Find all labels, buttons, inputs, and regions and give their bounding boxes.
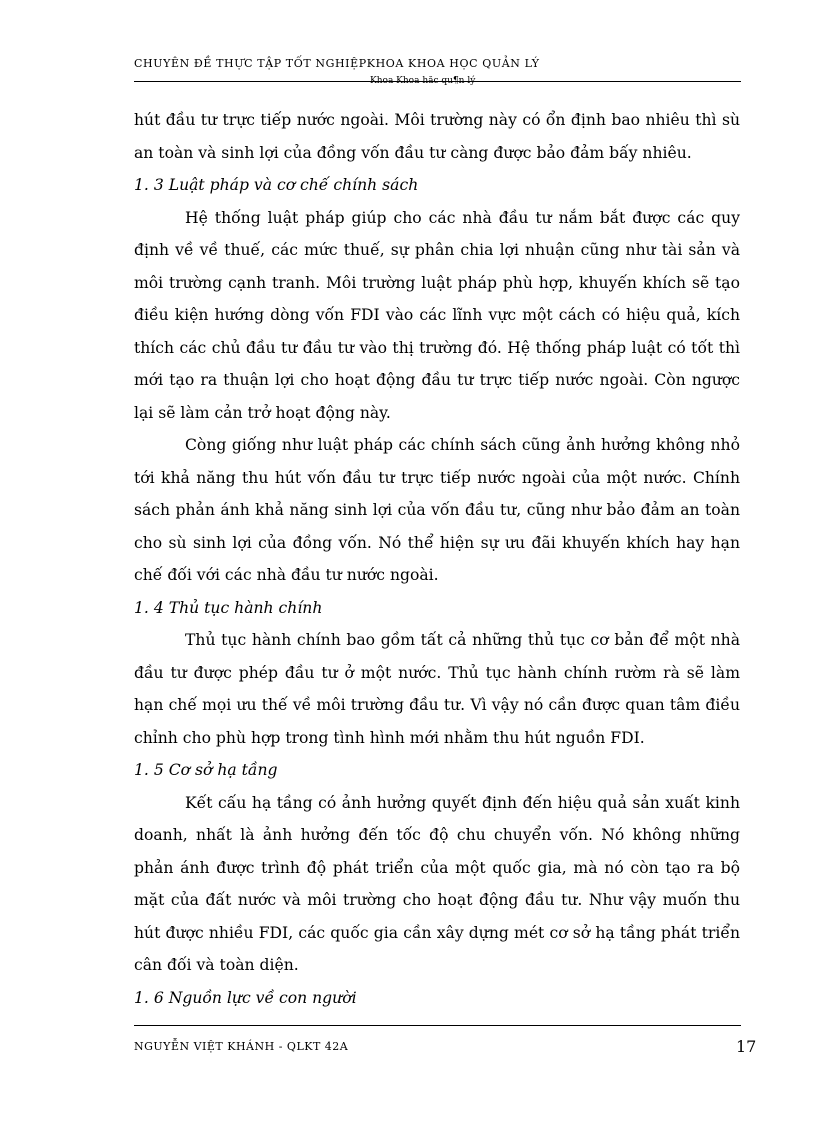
paragraph: Thủ tục hành chính bao gồm tất cả những thủ tục cơ bản để một nhà đầu tư được phép đầu tư ở một nước. Thủ tục hành chính rườm rà sẽ làm hạn chế mọi ưu thế về môi trường đầu tư. Vì vậy nó cần được quan tâm điều chỉnh cho phù hợp trong tình hình mới nhằm thu hút nguồn FDI. xyxy=(134,631,740,747)
page-number: 17 xyxy=(736,1037,757,1056)
section-heading: 1. 4 Thủ tục hành chính xyxy=(134,598,323,617)
page-body xyxy=(134,104,740,1014)
footer-author: NGUYỄN VIỆT KHÁNH - QLKT 42A xyxy=(134,1040,349,1053)
paragraph: Kết cấu hạ tầng có ảnh hưởng quyết định đến hiệu quả sản xuất kinh doanh, nhất là ảnh hưởng đến tốc độ chu chuyển vốn. Nó không những phản ánh được trình độ phát triển của một quốc gia, mà nó còn tạo ra bộ mặt của đất nước và môi trường cho hoạt động đầu tư. Như vậy muốn thu hút được nhiều FDI, các quốc gia cần xây dựng mét cơ sở hạ tầng phát triển cân đối và toàn diện. xyxy=(134,793,740,974)
section-heading: 1. 5 Cơ sở hạ tầng xyxy=(134,761,278,779)
paragraph: hút đầu tư trực tiếp nước ngoài. Môi trường này có ổn định bao nhiêu thì sù an toàn và sinh lợi của đồng vốn đầu tư càng được bảo đảm bấy nhiêu. xyxy=(134,111,740,162)
section-heading: 1. 6 Nguồn lực về con người xyxy=(134,988,357,1007)
running-header-title: CHUYÊN ĐỀ THỰC TẬP TỐT NGHIỆPKHOA KHOA HỌC QUẢN LÝ xyxy=(134,57,540,70)
header-rule xyxy=(134,81,741,82)
paragraph: Còng giống như luật pháp các chính sách cũng ảnh hưởng không nhỏ tới khả năng thu hút vốn đầu tư trực tiếp nước ngoài của một nước. Chính sách phản ánh khả năng sinh lợi của vốn đầu tư, cũng như bảo đảm an toàn cho sù sinh lợi của đồng vốn. Nó thể hiện sự ưu đãi khuyến khích hay hạn chế đối với các nhà đầu tư nước ngoài. xyxy=(134,436,740,584)
running-header-subtitle: Khoa Khoa hăc qu¶n lý xyxy=(370,76,476,86)
section-heading: 1. 3 Luật pháp và cơ chế chính sách xyxy=(134,176,419,194)
footer-rule xyxy=(134,1025,741,1026)
paragraph: Hệ thống luật pháp giúp cho các nhà đầu tư nắm bắt được các quy định về về thuế, các mức thuế, sự phân chia lợi nhuận cũng như tài sản và môi trường cạnh tranh. Môi trường luật pháp phù hợp, khuyến khích sẽ tạo điều kiện hướng dòng vốn FDI vào các lĩnh vực một cách có hiệu quả, kích thích các chủ đầu tư đầu tư vào thị trường đó. Hệ thống pháp luật có tốt thì mới tạo ra thuận lợi cho hoạt động đầu tư trực tiếp nước ngoài. Còn ngược lại sẽ làm cản trở hoạt động này. xyxy=(134,208,740,422)
